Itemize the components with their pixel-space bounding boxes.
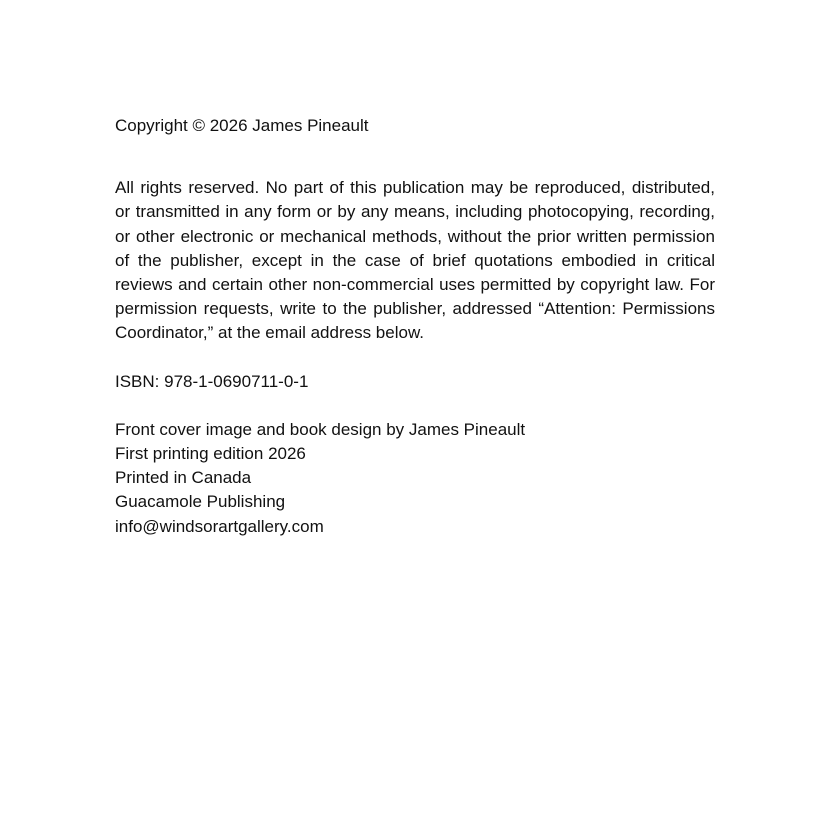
- isbn-number: ISBN: 978-1-0690711-0-1: [115, 371, 309, 391]
- copyright-notice: Copyright © 2026 James Pineault: [115, 116, 369, 135]
- publisher-name: Guacamole Publishing: [115, 492, 286, 512]
- contact-email: info@windsorartgallery.com: [115, 516, 324, 536]
- credits-block: [115, 418, 715, 539]
- printed-location: Printed in Canada: [115, 468, 252, 488]
- copyright-page: [115, 114, 715, 539]
- rights-reserved-paragraph: All rights reserved. No part of this publication may be reproduced, distributed, or transmitted in any form or by any means, including photocopying, recording, or other electronic or mechanical methods, without the prior written permission of the publisher, except in the case of brief quotations embodied in critical reviews and certain other non-commercial uses permitted by copyright law. For permission requests, write to the publisher, addressed “Attention: Permissions Coordinator,” at the email address below.: [115, 178, 715, 343]
- design-credit: Front cover image and book design by James Pineault: [115, 419, 526, 439]
- edition-line: First printing edition 2026: [115, 444, 306, 464]
